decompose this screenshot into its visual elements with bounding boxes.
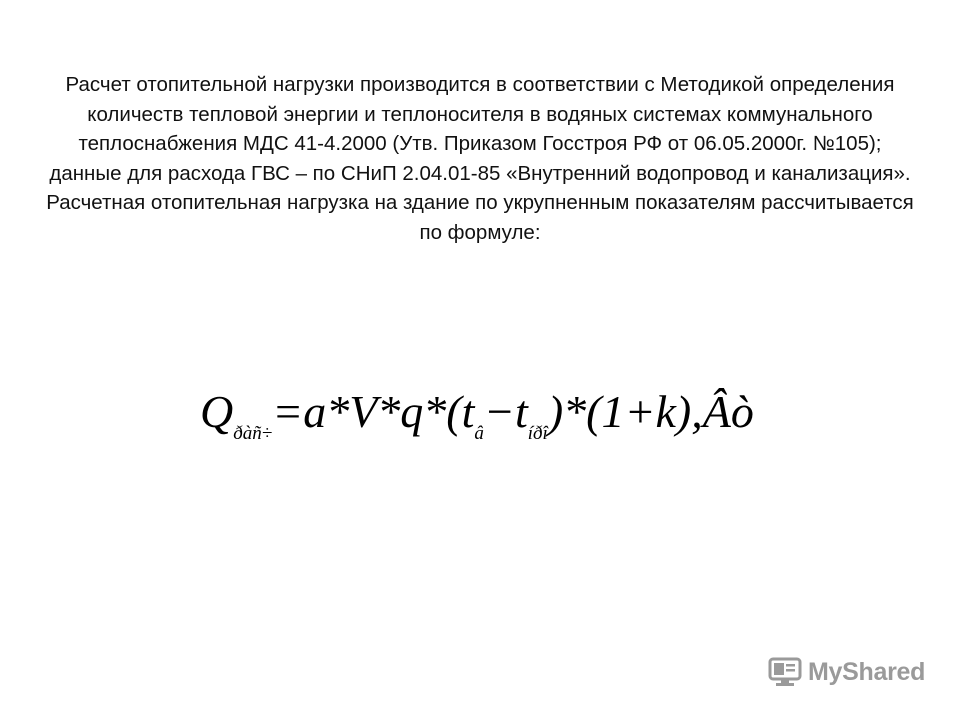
paragraph-formula-intro: Расчетная отопительная нагрузка на здание по укрупненным показателям рассчитывается по формуле: xyxy=(46,191,914,244)
formula-unit: Âò xyxy=(702,386,754,437)
formula-q-subscript: ðàñ÷ xyxy=(233,423,273,444)
formula-t2-subscript: íðî xyxy=(527,423,548,444)
slide-text xyxy=(40,70,920,247)
formula-rhs-3: )*(1+k), xyxy=(547,386,703,437)
formula-expression xyxy=(200,372,754,474)
formula-rhs-1: =a*V*q*(t xyxy=(272,386,475,437)
mobile-presentation-logo-icon xyxy=(768,655,802,689)
heating-load-formula xyxy=(200,372,800,452)
formula-q-symbol: Q xyxy=(200,386,234,437)
paragraph-methodology: Расчет отопительной нагрузки производится в соответствии с Методикой определения количеств тепловой энергии и теплоносителя в водяных системах коммунального теплоснабжения МДС 41-4.2000 (Утв. Приказом Госстроя РФ от 06.05.2000г. №105); данные для расхода ГВС – по СНиП 2.04.01-85 «Внутренний водопровод и канализация». xyxy=(49,73,911,185)
brand-name: MyShared xyxy=(808,657,926,686)
myshared-watermark xyxy=(768,654,928,690)
formula-rhs-2: −t xyxy=(483,386,528,437)
formula-t1-subscript: â xyxy=(474,423,484,444)
